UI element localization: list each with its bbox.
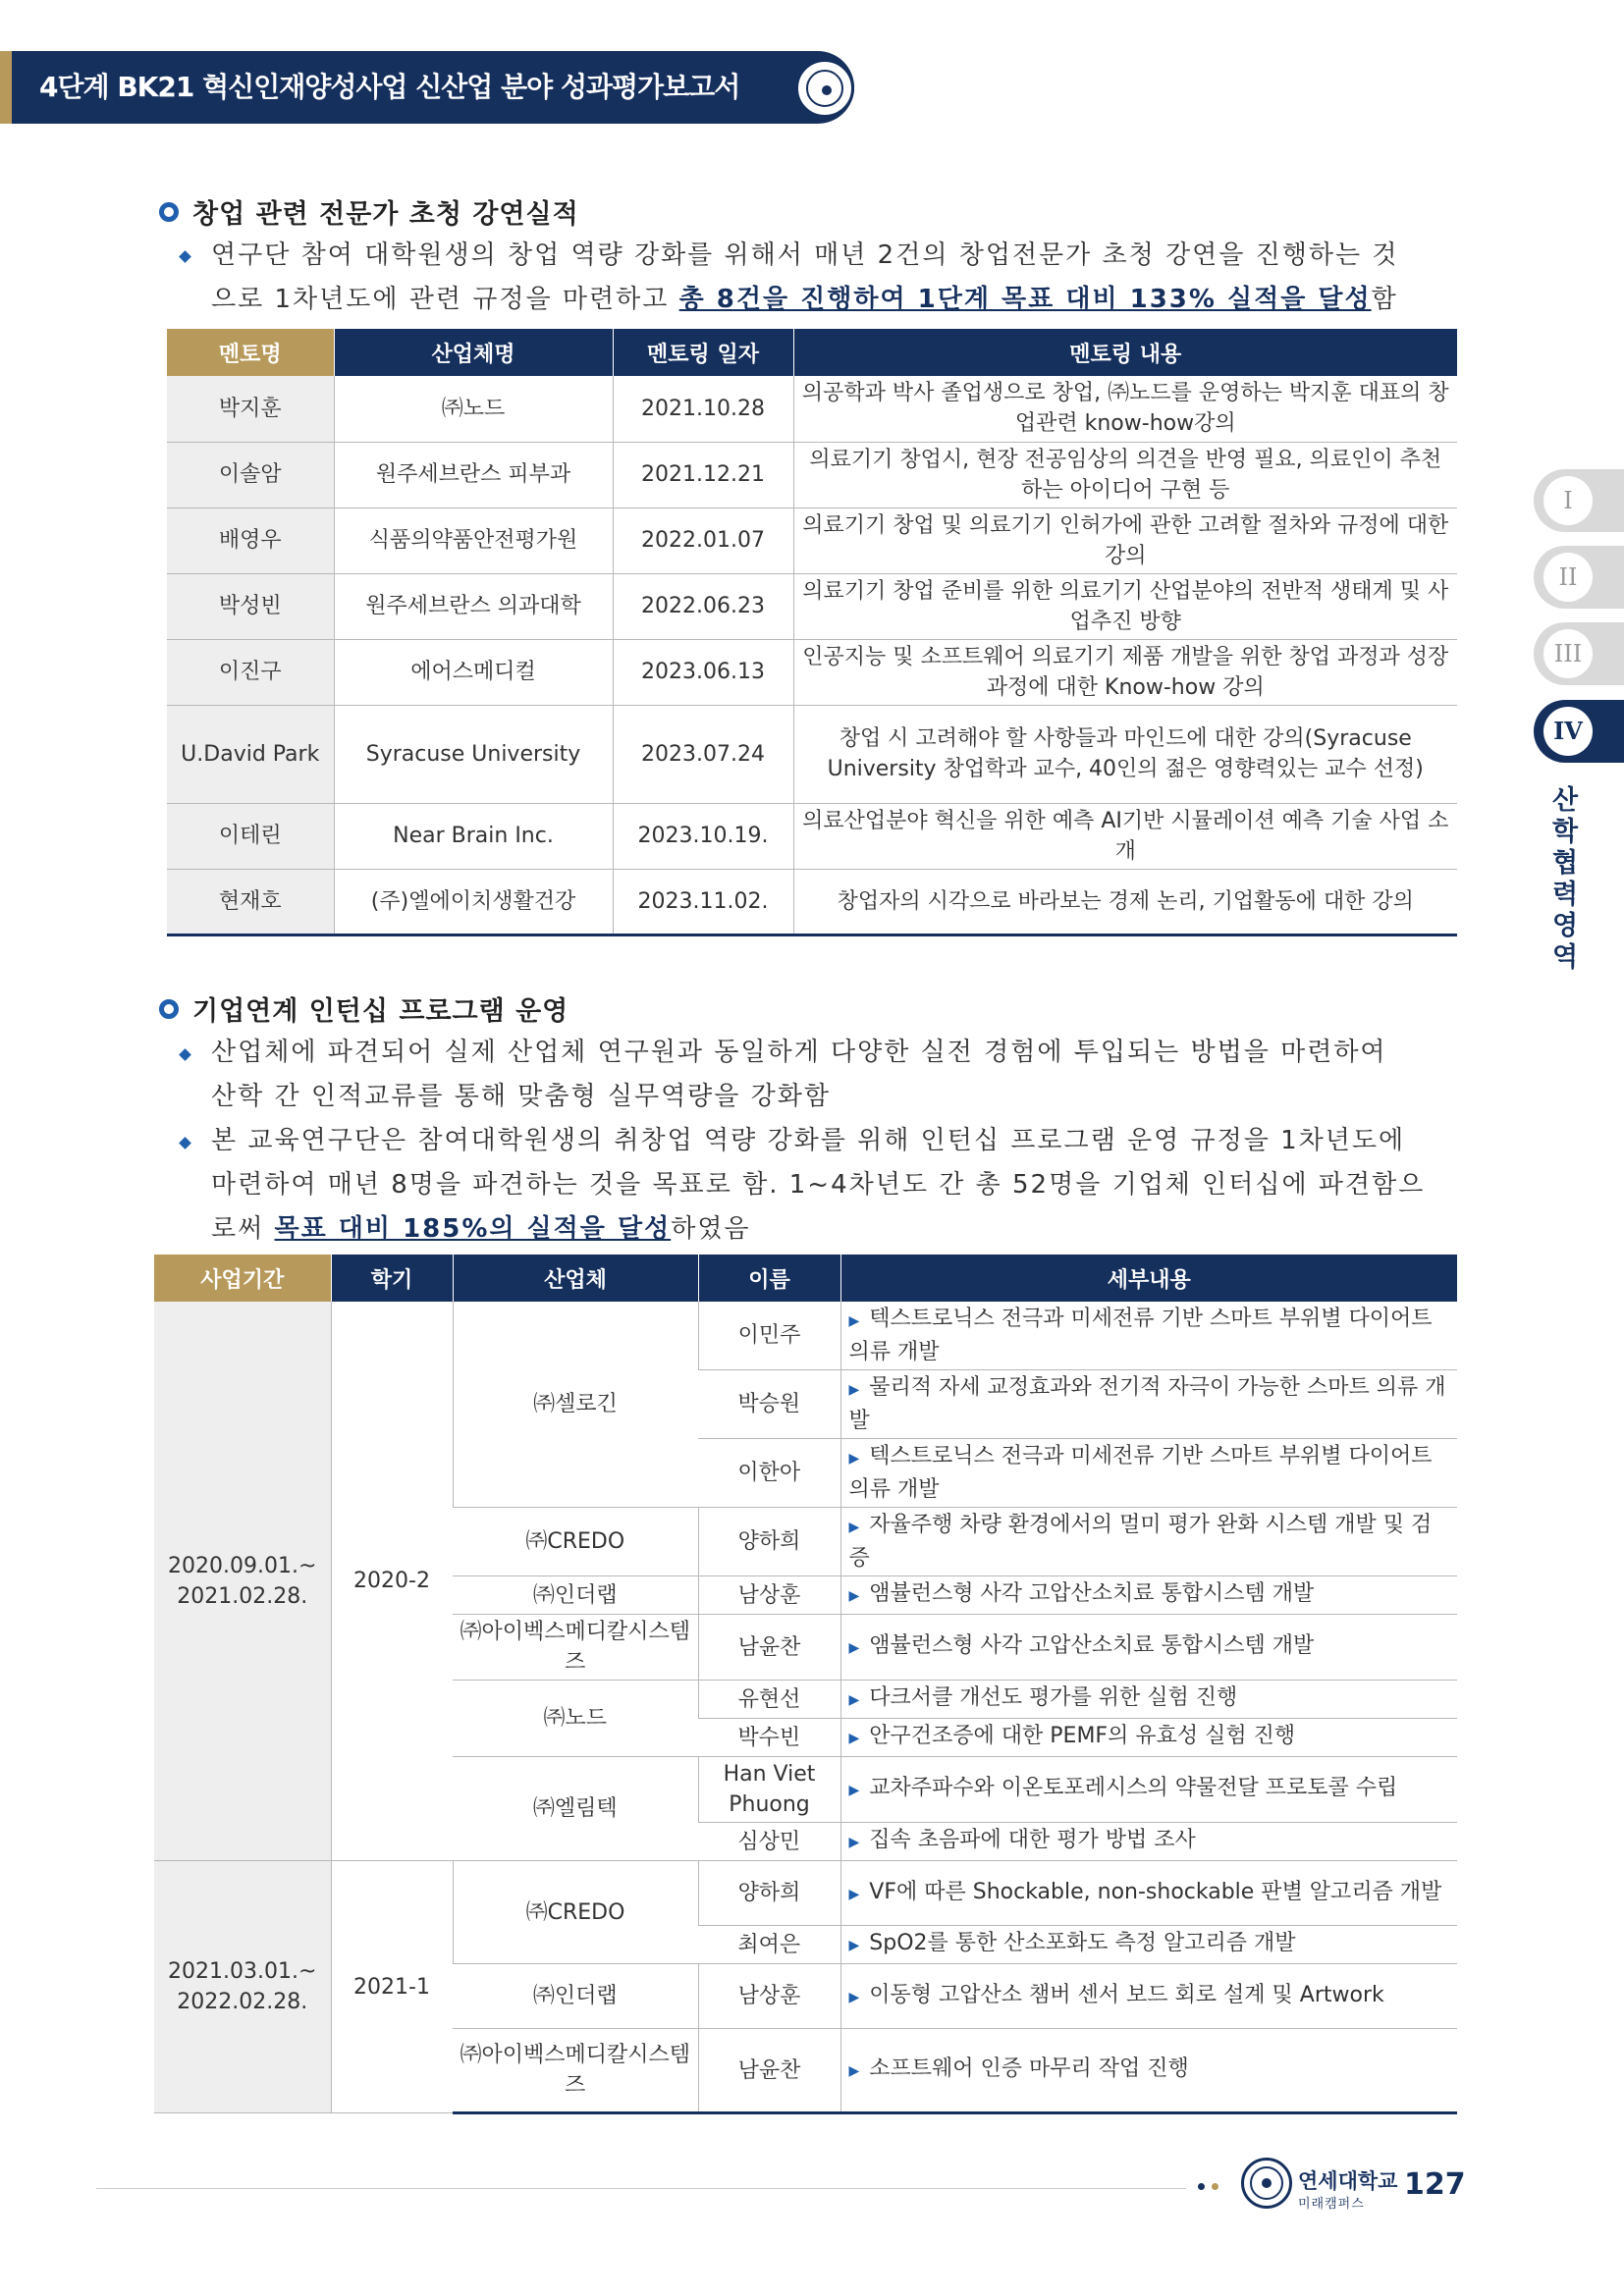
company-cell: ㈜노드 xyxy=(453,1681,698,1757)
detail-cell: ▶ 이동형 고압산소 챔버 센서 보드 회로 설계 및 Artwork xyxy=(840,1964,1457,2029)
diamond-bullet-icon xyxy=(179,1048,191,1061)
tab-label: I xyxy=(1543,476,1593,525)
detail-cell: ▶ 다크서클 개선도 평가를 위한 실험 진행 xyxy=(840,1681,1457,1719)
date: 2023.11.02. xyxy=(613,869,793,934)
arrow-icon: ▶ xyxy=(848,1313,860,1329)
date: 2022.01.07 xyxy=(613,507,793,573)
arrow-icon: ▶ xyxy=(848,1520,860,1535)
table-row xyxy=(167,803,1457,869)
section-bullet-icon xyxy=(159,999,179,1019)
footer-dot xyxy=(1198,2183,1205,2190)
detail-cell: ▶ 물리적 자세 교정효과와 전기적 자극이 가능한 스마트 의류 개발 xyxy=(840,1370,1457,1439)
footer-campus-name: 미래캠퍼스 xyxy=(1298,2197,1365,2212)
header-mentor-name: 멘토명 xyxy=(167,329,334,376)
detail-cell: ▶ 집속 초음파에 대한 평가 방법 조사 xyxy=(840,1823,1457,1861)
header-company: 산업체 xyxy=(453,1255,698,1302)
date: 2023.06.13 xyxy=(613,639,793,705)
intern-name: 박수빈 xyxy=(698,1719,840,1757)
company-name: 에어스메디컬 xyxy=(334,639,613,705)
arrow-icon: ▶ xyxy=(848,1692,860,1708)
table-row xyxy=(154,1302,1457,1370)
diamond-bullet-icon xyxy=(179,250,191,263)
semester-cell: 2020-2 xyxy=(331,1302,453,1861)
arrow-icon: ▶ xyxy=(848,1989,860,2005)
table-row xyxy=(167,573,1457,639)
section-bullet-icon xyxy=(159,202,179,222)
detail-cell: ▶ 자율주행 차량 환경에서의 멀미 평가 완화 시스템 개발 및 검증 xyxy=(840,1508,1457,1576)
mentor-name: 이진구 xyxy=(167,639,334,705)
mentor-name: U.David Park xyxy=(167,705,334,803)
detail-cell: ▶ 앰뷸런스형 사각 고압산소치료 통합시스템 개발 xyxy=(840,1576,1457,1615)
header-gold-strip xyxy=(0,51,12,124)
header-date: 멘토링 일자 xyxy=(613,329,793,376)
mentor-name: 이테린 xyxy=(167,803,334,869)
arrow-icon: ▶ xyxy=(848,1588,860,1604)
section2-paragraph-1: 산업체에 파견되어 실제 산업체 연구원과 동일하게 다양한 실전 경험에 투입되는 방법을 마련하여 산학 간 인적교류를 통해 맞춤형 실무역량을 강화함 xyxy=(211,1038,1387,1111)
date: 2023.10.19. xyxy=(613,803,793,869)
content: 의료기기 창업 및 의료기기 인허가에 관한 고려할 절차와 규정에 대한 강의 xyxy=(793,507,1457,573)
company-cell: ㈜인더랩 xyxy=(453,1964,698,2029)
mentor-name: 배영우 xyxy=(167,507,334,573)
company-cell: ㈜아이벡스메디칼시스템즈 xyxy=(453,1615,698,1681)
detail-cell: ▶ 앰뷸런스형 사각 고압산소치료 통합시스템 개발 xyxy=(840,1615,1457,1681)
company-name: (주)엘에이치생활건강 xyxy=(334,869,613,934)
intern-name: Han Viet Phuong xyxy=(698,1757,840,1823)
company-name: 원주세브란스 피부과 xyxy=(334,442,613,507)
content: 창업자의 시각으로 바라보는 경제 논리, 기업활동에 대한 강의 xyxy=(793,869,1457,934)
detail-cell: ▶ 안구건조증에 대한 PEMF의 유효성 실험 진행 xyxy=(840,1719,1457,1757)
side-tab-4-active[interactable] xyxy=(1534,700,1624,763)
content: 창업 시 고려해야 할 사항들과 마인드에 대한 강의(Syracuse University 창업학과 교수, 40인의 젊은 영향력있는 교수 선정) xyxy=(793,705,1457,803)
table-row xyxy=(167,869,1457,934)
header-company: 산업체명 xyxy=(334,329,613,376)
intern-name: 유현선 xyxy=(698,1681,840,1719)
arrow-icon: ▶ xyxy=(848,1731,860,1746)
intern-name: 남상훈 xyxy=(698,1964,840,2029)
content: 의료산업분야 혁신을 위한 예측 AI기반 시뮬레이션 예측 기술 사업 소개 xyxy=(793,803,1457,869)
mentor-name: 박성빈 xyxy=(167,573,334,639)
company-cell: ㈜CREDO xyxy=(453,1508,698,1576)
company-name: Syracuse University xyxy=(334,705,613,803)
intern-name: 남상훈 xyxy=(698,1576,840,1615)
report-title: 4단계 BK21 혁신인재양성사업 신산업 분야 성과평가보고서 xyxy=(39,71,740,103)
company-cell: ㈜엘림텍 xyxy=(453,1757,698,1861)
mentor-name: 박지훈 xyxy=(167,376,334,442)
section-title-internship: 기업연계 인턴십 프로그램 운영 xyxy=(159,989,568,1028)
diamond-bullet-icon xyxy=(179,1137,191,1149)
mentor-name: 이솔암 xyxy=(167,442,334,507)
detail-cell: ▶ VF에 따른 Shockable, non-shockable 판별 알고리즘 개발 xyxy=(840,1861,1457,1926)
footer-dot xyxy=(1212,2183,1218,2190)
intern-name: 남윤찬 xyxy=(698,2029,840,2113)
arrow-icon: ▶ xyxy=(848,1835,860,1850)
header-content: 멘토링 내용 xyxy=(793,329,1457,376)
tab-label: IV xyxy=(1543,707,1593,756)
arrow-icon: ▶ xyxy=(848,1382,860,1398)
footer-university-name: 연세대학교 xyxy=(1298,2169,1398,2193)
internship-table xyxy=(154,1255,1457,2114)
company-name: ㈜노드 xyxy=(334,376,613,442)
company-cell: ㈜인더랩 xyxy=(453,1576,698,1615)
company-name: 식품의약품안전평가원 xyxy=(334,507,613,573)
content: 의료기기 창업 준비를 위한 의료기기 산업분야의 전반적 생태계 및 사업추진 방향 xyxy=(793,573,1457,639)
detail-cell: ▶ 교차주파수와 이온토포레시스의 약물전달 프로토콜 수립 xyxy=(840,1757,1457,1823)
intern-name: 남윤찬 xyxy=(698,1615,840,1681)
company-cell: ㈜아이벡스메디칼시스템즈 xyxy=(453,2029,698,2113)
side-tab-3[interactable] xyxy=(1534,622,1624,685)
header-semester: 학기 xyxy=(331,1255,453,1302)
side-tab-2[interactable] xyxy=(1534,546,1624,609)
header-period: 사업기간 xyxy=(154,1255,331,1302)
mentoring-table xyxy=(167,329,1457,936)
university-logo-icon xyxy=(1241,2158,1292,2209)
period-cell: 2020.09.01.~ 2021.02.28. xyxy=(154,1302,331,1861)
header-detail: 세부내용 xyxy=(840,1255,1457,1302)
table-row xyxy=(167,639,1457,705)
table-row xyxy=(167,442,1457,507)
detail-cell: ▶ 소프트웨어 인증 마무리 작업 진행 xyxy=(840,2029,1457,2113)
intern-name: 박승원 xyxy=(698,1370,840,1439)
arrow-icon: ▶ xyxy=(848,1938,860,1953)
company-name: Near Brain Inc. xyxy=(334,803,613,869)
date: 2023.07.24 xyxy=(613,705,793,803)
arrow-icon: ▶ xyxy=(848,1783,860,1798)
section2-paragraph-2: 본 교육연구단은 참여대학원생의 취창업 역량 강화를 위해 인턴십 프로그램 운영 규정을 1차년도에 마련하여 매년 8명을 파견하는 것을 목표로 함. 1~4차년도 간 총 52명을 기업체 인터십에 파견함으 로써 목표 대비 185%의 실적을 달성하였음 xyxy=(211,1126,1426,1244)
company-name: 원주세브란스 의과대학 xyxy=(334,573,613,639)
date: 2021.12.21 xyxy=(613,442,793,507)
semester-cell: 2021-1 xyxy=(331,1861,453,2113)
side-tab-1[interactable] xyxy=(1534,469,1624,532)
university-seal-icon xyxy=(795,59,854,118)
side-section-label: 산학협력 영역 xyxy=(1551,785,1579,973)
footer-divider xyxy=(96,2188,1186,2189)
header-name: 이름 xyxy=(698,1255,840,1302)
intern-name: 이민주 xyxy=(698,1302,840,1370)
table-row xyxy=(167,705,1457,803)
tab-label: III xyxy=(1543,629,1593,678)
intern-name: 양하희 xyxy=(698,1508,840,1576)
page-number: 127 xyxy=(1404,2167,1466,2202)
period-cell: 2021.03.01.~ 2022.02.28. xyxy=(154,1861,331,2113)
intern-name: 심상민 xyxy=(698,1823,840,1861)
table-row xyxy=(167,376,1457,442)
content: 의료기기 창업시, 현장 전공임상의 의견을 반영 필요, 의료인이 추천하는 아이디어 구현 등 xyxy=(793,442,1457,507)
content: 의공학과 박사 졸업생으로 창업, ㈜노드를 운영하는 박지훈 대표의 창업관련 know-how강의 xyxy=(793,376,1457,442)
arrow-icon: ▶ xyxy=(848,1451,860,1467)
section1-paragraph: 연구단 참여 대학원생의 창업 역량 강화를 위해서 매년 2건의 창업전문가 초청 강연을 진행하는 것 으로 1차년도에 관련 규정을 마련하고 총 8건을 진행하여 1단계 목표 대비 133% 실적을 달성함 xyxy=(211,240,1399,314)
company-cell: ㈜CREDO xyxy=(453,1861,698,1964)
arrow-icon: ▶ xyxy=(848,1886,860,1902)
arrow-icon: ▶ xyxy=(848,2063,860,2079)
intern-name: 이한아 xyxy=(698,1439,840,1508)
date: 2021.10.28 xyxy=(613,376,793,442)
tab-label: II xyxy=(1543,553,1593,602)
table-row xyxy=(154,1861,1457,1926)
detail-cell: ▶ 텍스트로닉스 전극과 미세전류 기반 스마트 부위별 다이어트 의류 개발 xyxy=(840,1302,1457,1370)
detail-cell: ▶ 텍스트로닉스 전극과 미세전류 기반 스마트 부위별 다이어트 의류 개발 xyxy=(840,1439,1457,1508)
date: 2022.06.23 xyxy=(613,573,793,639)
arrow-icon: ▶ xyxy=(848,1640,860,1656)
table-row xyxy=(167,507,1457,573)
intern-name: 최여은 xyxy=(698,1926,840,1964)
intern-name: 양하희 xyxy=(698,1861,840,1926)
mentor-name: 현재호 xyxy=(167,869,334,934)
section-title-startup-lectures: 창업 관련 전문가 초청 강연실적 xyxy=(159,192,579,231)
content: 인공지능 및 소프트웨어 의료기기 제품 개발을 위한 창업 과정과 성장 과정에 대한 Know-how 강의 xyxy=(793,639,1457,705)
company-cell: ㈜셀로긴 xyxy=(453,1302,698,1508)
detail-cell: ▶ SpO2를 통한 산소포화도 측정 알고리즘 개발 xyxy=(840,1926,1457,1964)
